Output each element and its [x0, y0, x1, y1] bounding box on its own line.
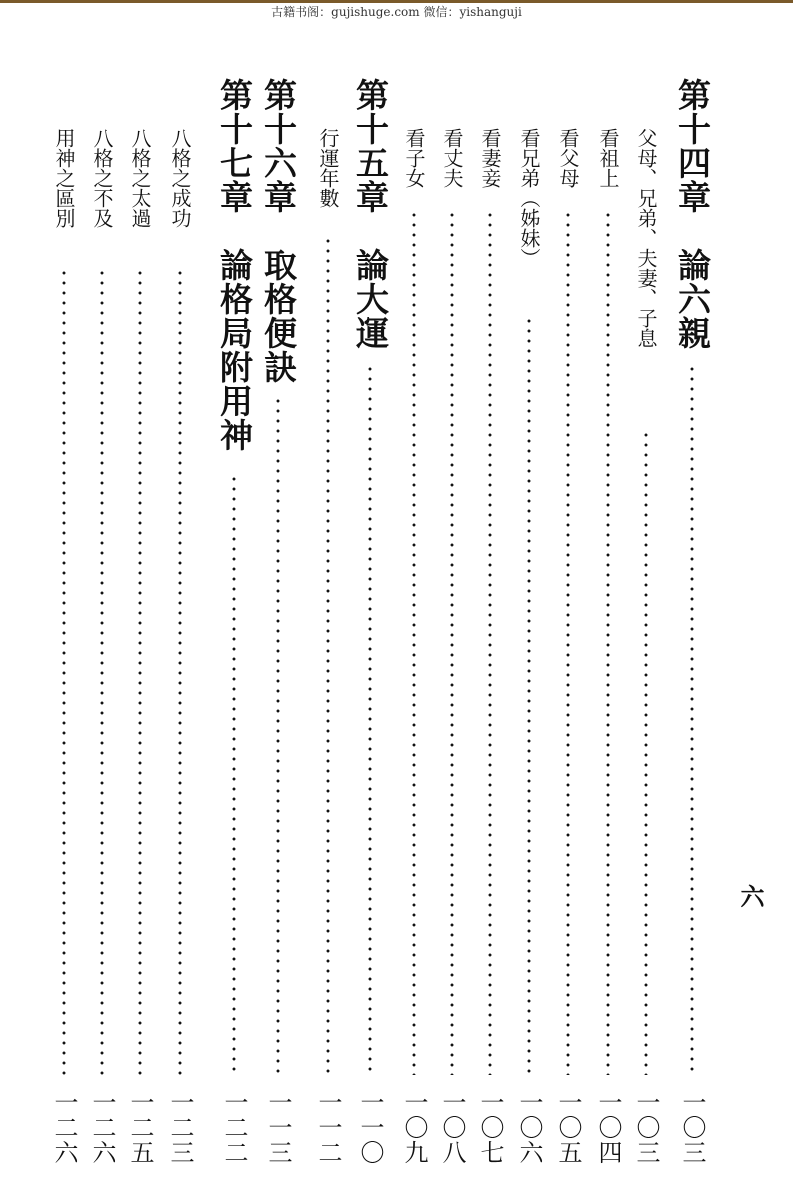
leader-dots — [488, 210, 492, 1075]
toc-title: 第十七章 論格局附用神 — [215, 78, 254, 452]
toc-chapter — [672, 0, 712, 1186]
toc-page-number: 一二五 — [126, 1090, 154, 1165]
toc-chapter — [350, 0, 390, 1186]
toc-entry — [308, 0, 348, 1186]
toc-page-number: 一一二 — [314, 1090, 342, 1165]
leader-dots — [566, 210, 570, 1075]
toc-page-number: 一〇六 — [515, 1090, 543, 1165]
toc-title: 行運年數 — [316, 128, 340, 208]
toc-title: 看祖上 — [596, 128, 620, 188]
leader-dots — [690, 364, 694, 1075]
toc-title: 看父母 — [556, 128, 580, 188]
leader-dots — [606, 210, 610, 1075]
leader-dots — [527, 316, 531, 1075]
toc-title: 看妻妾 — [478, 128, 502, 188]
leader-dots — [178, 268, 182, 1075]
toc-entry — [626, 0, 666, 1186]
toc-title: 第十四章 論六親 — [673, 78, 712, 350]
toc-title: 八格之太過 — [128, 128, 152, 228]
toc-title: 看子女 — [402, 128, 426, 188]
toc-page-number: 一〇五 — [554, 1090, 582, 1165]
page-number: 六 — [736, 884, 765, 908]
leader-dots — [62, 268, 66, 1075]
toc-entry — [509, 0, 549, 1186]
toc-page-number: 一二六 — [50, 1090, 78, 1165]
toc-title: 父母、兄弟、夫妻、子息 — [634, 128, 658, 348]
leader-dots — [644, 430, 648, 1075]
toc-title: 八格之成功 — [168, 128, 192, 228]
toc-page-number: 一〇八 — [438, 1090, 466, 1165]
toc-page-number: 一二三 — [166, 1090, 194, 1165]
leader-dots — [138, 268, 142, 1075]
leader-dots — [450, 210, 454, 1075]
toc-entry — [394, 0, 434, 1186]
toc-entry — [120, 0, 160, 1186]
toc-page-number: 一〇七 — [476, 1090, 504, 1165]
leader-dots — [232, 474, 236, 1075]
leader-dots — [100, 268, 104, 1075]
leader-dots — [276, 396, 280, 1075]
toc-page-number: 一二二 — [220, 1090, 248, 1165]
leader-dots — [326, 236, 330, 1075]
toc-entry — [44, 0, 84, 1186]
toc-title: 第十六章 取格便訣 — [259, 78, 298, 384]
leader-dots — [368, 364, 372, 1075]
toc-title: 八格之不及 — [90, 128, 114, 228]
leader-dots — [412, 210, 416, 1075]
toc-page-number: 一〇三 — [632, 1090, 660, 1165]
toc-page-number: 一〇三 — [678, 1090, 706, 1165]
toc-page-number: 一一三 — [264, 1090, 292, 1165]
toc-entry — [432, 0, 472, 1186]
toc-title: 看兄弟（姊妹） — [517, 128, 541, 268]
toc-title: 看丈夫 — [440, 128, 464, 188]
toc-page-number: 一二六 — [88, 1090, 116, 1165]
watermark: 古籍书阁：gujishuge.com 微信：yishanguji — [271, 5, 522, 19]
toc-chapter — [258, 0, 298, 1186]
toc-chapter — [214, 0, 254, 1186]
toc-entry — [548, 0, 588, 1186]
toc-page-number: 一一〇 — [356, 1090, 384, 1165]
toc-title: 第十五章 論大運 — [351, 78, 390, 350]
toc-entry — [588, 0, 628, 1186]
toc-entry — [82, 0, 122, 1186]
toc-entry — [160, 0, 200, 1186]
toc-title: 用神之區別 — [52, 128, 76, 228]
toc-entry — [470, 0, 510, 1186]
toc-page-number: 一〇四 — [594, 1090, 622, 1165]
toc-page-number: 一〇九 — [400, 1090, 428, 1165]
